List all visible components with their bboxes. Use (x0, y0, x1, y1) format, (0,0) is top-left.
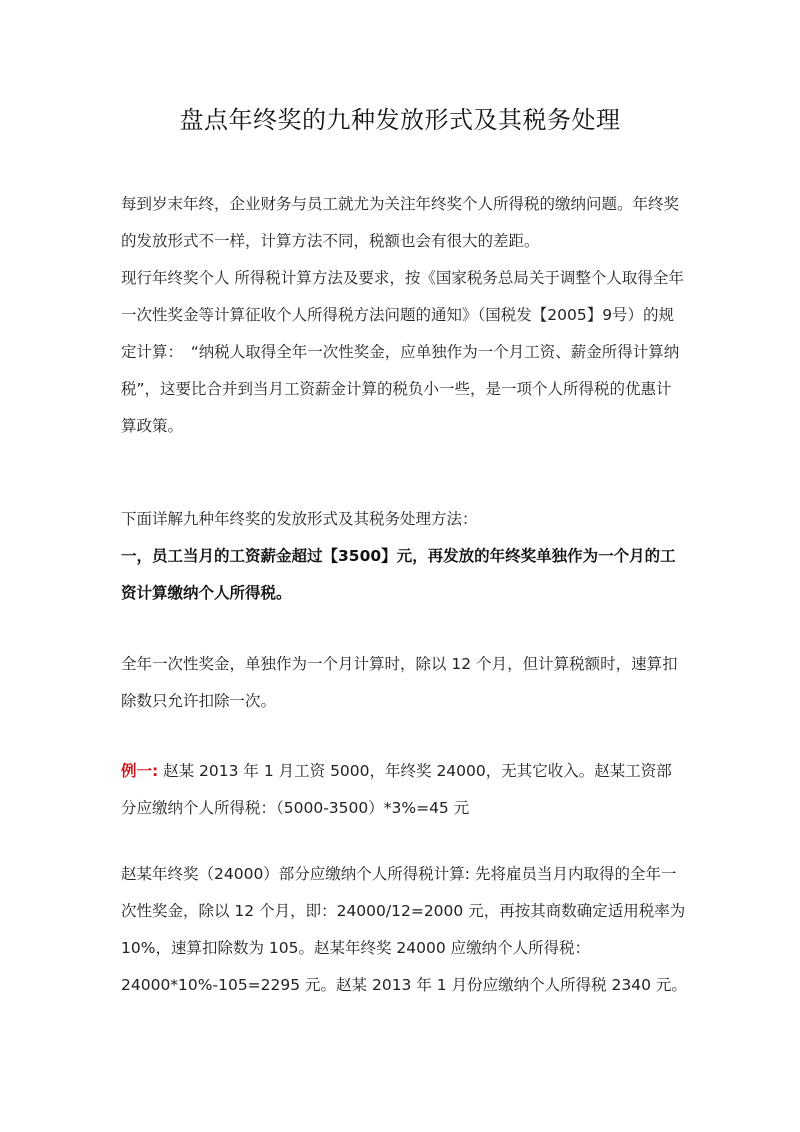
section-1-rule (121, 646, 687, 720)
example-1-text: 赵某 2013 年 1 月工资 5000，年终奖 24000，无其它收入。赵某工资部分应缴纳个人所得税：（5000-3500）*3%=45 元 (121, 762, 672, 817)
lead-in-paragraph: 下面详解九种年终奖的发放形式及其税务处理方法： (121, 510, 478, 528)
intro-section (121, 186, 687, 445)
example-1-calculation (121, 856, 687, 1004)
intro-paragraph-1: 每到岁末年终，企业财务与员工就尤为关注年终奖个人所得税的缴纳问题。年终奖的发放形式不一样，计算方法不同，税额也会有很大的差距。 (121, 195, 680, 250)
section-1 (121, 501, 687, 612)
example-1-label: 例一: (121, 762, 159, 780)
page-title: 盘点年终奖的九种发放形式及其税务处理 (179, 106, 621, 134)
section-1-heading: 一，员工当月的工资薪金超过【3500】元，再发放的年终奖单独作为一个月的工资计算缴纳个人所得税。 (121, 547, 676, 602)
example-1-calc-paragraph: 赵某年终奖（24000）部分应缴纳个人所得税计算: 先将雇员当月内取得的全年一次性奖金，除以 12 个月，即：24000/12=2000 元，再按其商数确定适用税率为 10%，速算扣除数为 105。赵某年终奖 24000 应缴纳个人所得税：24000*10%-105=2295 元。赵某 2013 年 1 月份应缴纳个人所得税 2340 元。 (121, 865, 687, 994)
section-1-body: 全年一次性奖金，单独作为一个月计算时，除以 12 个月，但计算税额时，速算扣除数只允许扣除一次。 (121, 655, 678, 710)
example-1-paragraph (121, 753, 687, 827)
intro-paragraph-2: 现行年终奖个人 所得税计算方法及要求，按《国家税务总局关于调整个人取得全年一次性奖金等计算征收个人所得税方法问题的通知》（国税发【2005】9号）的规定计算： “纳税人取得全年一次性奖金，应单独作为一个月工资、薪金所得计算纳税”，这要比合并到当月工资薪金计算的税负小一些，是一项个人所得税的优惠计算政策。 (121, 269, 684, 435)
example-1 (121, 753, 687, 827)
